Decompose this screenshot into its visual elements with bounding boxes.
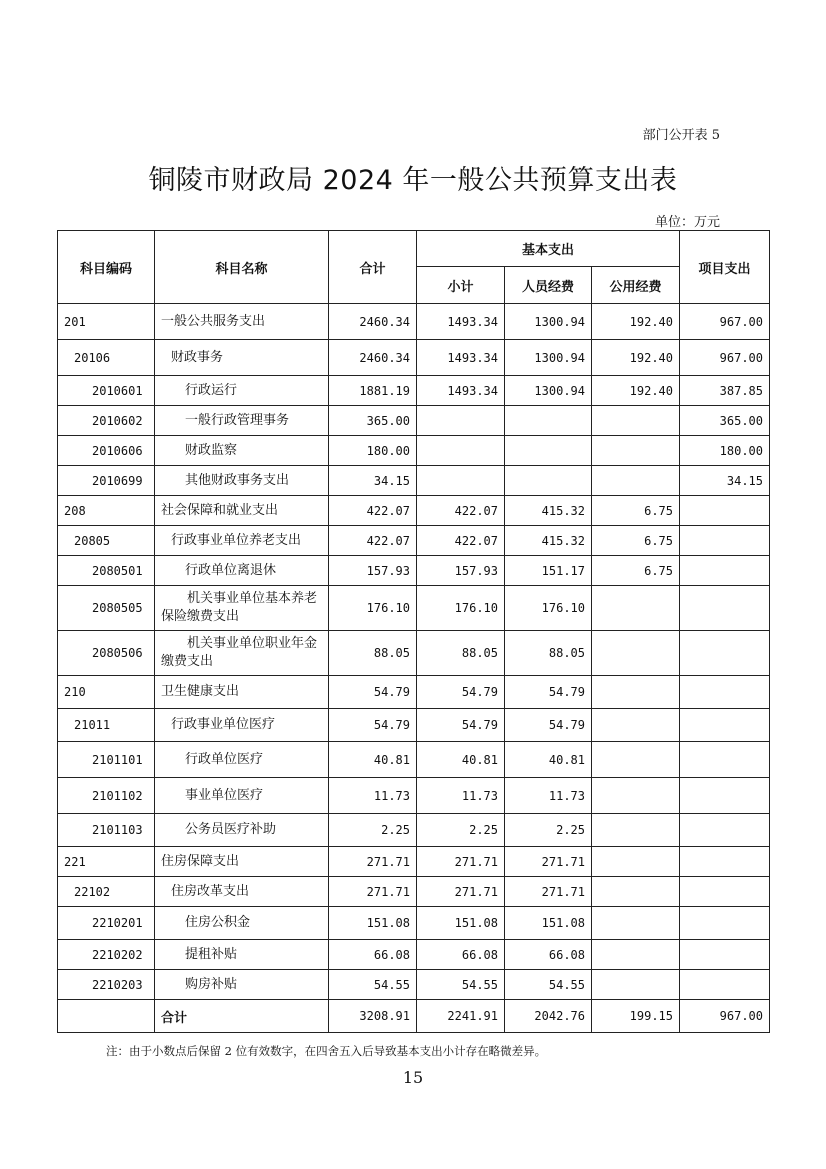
cell-code: 20106 <box>58 340 155 376</box>
cell-project <box>680 814 770 847</box>
cell-total: 54.55 <box>329 970 417 1000</box>
cell-project <box>680 676 770 709</box>
cell-project <box>680 907 770 940</box>
table-row <box>58 709 770 742</box>
total-label: 合计 <box>155 1000 329 1033</box>
table-row <box>58 970 770 1000</box>
cell-total: 271.71 <box>329 877 417 907</box>
cell-public: 192.40 <box>592 376 680 406</box>
cell-name: 行政单位离退休 <box>155 556 329 586</box>
footnote: 注：由于小数点后保留 2 位有效数字，在四舍五入后导致基本支出小计存在略微差异。 <box>106 1044 547 1058</box>
cell-personnel: 54.79 <box>505 709 592 742</box>
cell-code: 2010606 <box>58 436 155 466</box>
cell-code: 2101103 <box>58 814 155 847</box>
cell-code: 20805 <box>58 526 155 556</box>
table-row <box>58 940 770 970</box>
header-code: 科目编码 <box>58 231 155 304</box>
cell-personnel: 40.81 <box>505 742 592 778</box>
cell-personnel: 151.17 <box>505 556 592 586</box>
cell-code: 2210201 <box>58 907 155 940</box>
cell-public <box>592 406 680 436</box>
cell-project: 967.00 <box>680 340 770 376</box>
header-basic: 基本支出 <box>417 231 680 267</box>
cell-subtotal: 88.05 <box>417 631 505 676</box>
table-row <box>58 778 770 814</box>
cell-name: 社会保障和就业支出 <box>155 496 329 526</box>
table-body <box>58 304 770 1033</box>
table-row <box>58 847 770 877</box>
cell-public <box>592 778 680 814</box>
unit-label: 单位：万元 <box>654 215 720 230</box>
cell-personnel: 1300.94 <box>505 376 592 406</box>
cell-public <box>592 742 680 778</box>
cell-name: 行政运行 <box>155 376 329 406</box>
cell-name: 财政事务 <box>155 340 329 376</box>
total-subtotal: 2241.91 <box>417 1000 505 1033</box>
cell-subtotal: 1493.34 <box>417 340 505 376</box>
cell-personnel: 1300.94 <box>505 304 592 340</box>
header-personnel: 人员经费 <box>505 267 592 304</box>
cell-total: 2.25 <box>329 814 417 847</box>
cell-total: 422.07 <box>329 526 417 556</box>
total-project: 967.00 <box>680 1000 770 1033</box>
cell-name: 行政单位医疗 <box>155 742 329 778</box>
table-row <box>58 814 770 847</box>
header-subtotal: 小计 <box>417 267 505 304</box>
cell-subtotal: 271.71 <box>417 847 505 877</box>
cell-project: 34.15 <box>680 466 770 496</box>
cell-project <box>680 742 770 778</box>
cell-personnel: 54.55 <box>505 970 592 1000</box>
cell-name: 其他财政事务支出 <box>155 466 329 496</box>
cell-total: 151.08 <box>329 907 417 940</box>
cell-public <box>592 709 680 742</box>
cell-name: 财政监察 <box>155 436 329 466</box>
cell-subtotal: 54.79 <box>417 709 505 742</box>
table-row <box>58 304 770 340</box>
cell-project <box>680 709 770 742</box>
cell-code: 2210203 <box>58 970 155 1000</box>
cell-total: 11.73 <box>329 778 417 814</box>
cell-subtotal <box>417 436 505 466</box>
cell-project <box>680 496 770 526</box>
cell-subtotal: 2.25 <box>417 814 505 847</box>
cell-public: 6.75 <box>592 556 680 586</box>
cell-public <box>592 970 680 1000</box>
cell-subtotal: 157.93 <box>417 556 505 586</box>
cell-personnel: 415.32 <box>505 496 592 526</box>
table-tag: 部门公开表 5 <box>642 128 720 143</box>
total-personnel: 2042.76 <box>505 1000 592 1033</box>
cell-subtotal: 176.10 <box>417 586 505 631</box>
cell-name: 机关事业单位基本养老保险缴费支出 <box>155 586 329 631</box>
cell-public <box>592 586 680 631</box>
cell-code: 2101102 <box>58 778 155 814</box>
cell-code: 2080501 <box>58 556 155 586</box>
cell-subtotal: 40.81 <box>417 742 505 778</box>
cell-project: 967.00 <box>680 304 770 340</box>
cell-total: 2460.34 <box>329 304 417 340</box>
cell-name: 事业单位医疗 <box>155 778 329 814</box>
cell-total: 34.15 <box>329 466 417 496</box>
cell-code: 2210202 <box>58 940 155 970</box>
header-name: 科目名称 <box>155 231 329 304</box>
cell-project <box>680 778 770 814</box>
cell-total: 1881.19 <box>329 376 417 406</box>
cell-subtotal: 422.07 <box>417 526 505 556</box>
cell-total: 54.79 <box>329 676 417 709</box>
total-row <box>58 1000 770 1033</box>
cell-subtotal: 422.07 <box>417 496 505 526</box>
table-row <box>58 631 770 676</box>
cell-public: 192.40 <box>592 340 680 376</box>
cell-code: 221 <box>58 847 155 877</box>
table-row <box>58 907 770 940</box>
cell-personnel: 415.32 <box>505 526 592 556</box>
cell-personnel: 66.08 <box>505 940 592 970</box>
cell-personnel: 11.73 <box>505 778 592 814</box>
cell-public <box>592 631 680 676</box>
cell-public <box>592 466 680 496</box>
cell-personnel <box>505 466 592 496</box>
cell-total: 54.79 <box>329 709 417 742</box>
cell-public: 6.75 <box>592 526 680 556</box>
cell-total: 2460.34 <box>329 340 417 376</box>
cell-code: 201 <box>58 304 155 340</box>
cell-personnel: 1300.94 <box>505 340 592 376</box>
cell-personnel: 54.79 <box>505 676 592 709</box>
cell-name: 卫生健康支出 <box>155 676 329 709</box>
cell-name: 提租补贴 <box>155 940 329 970</box>
cell-code: 2080506 <box>58 631 155 676</box>
table-row <box>58 556 770 586</box>
cell-code: 2101101 <box>58 742 155 778</box>
cell-subtotal: 66.08 <box>417 940 505 970</box>
cell-public <box>592 676 680 709</box>
table-row <box>58 586 770 631</box>
total-total: 3208.91 <box>329 1000 417 1033</box>
header-project: 项目支出 <box>680 231 770 304</box>
table-row <box>58 376 770 406</box>
cell-public: 192.40 <box>592 304 680 340</box>
cell-code <box>58 1000 155 1033</box>
cell-project <box>680 556 770 586</box>
cell-name: 一般公共服务支出 <box>155 304 329 340</box>
cell-name: 购房补贴 <box>155 970 329 1000</box>
cell-personnel: 88.05 <box>505 631 592 676</box>
table-row <box>58 436 770 466</box>
cell-project <box>680 847 770 877</box>
cell-subtotal: 54.79 <box>417 676 505 709</box>
cell-code: 2010602 <box>58 406 155 436</box>
cell-name: 住房改革支出 <box>155 877 329 907</box>
total-public: 199.15 <box>592 1000 680 1033</box>
cell-total: 176.10 <box>329 586 417 631</box>
cell-name: 机关事业单位职业年金缴费支出 <box>155 631 329 676</box>
cell-code: 2010699 <box>58 466 155 496</box>
cell-subtotal <box>417 466 505 496</box>
table-row <box>58 676 770 709</box>
budget-table <box>57 230 770 1033</box>
cell-name: 一般行政管理事务 <box>155 406 329 436</box>
cell-code: 2080505 <box>58 586 155 631</box>
table-row <box>58 340 770 376</box>
table-row <box>58 466 770 496</box>
cell-subtotal: 151.08 <box>417 907 505 940</box>
table-row <box>58 496 770 526</box>
cell-personnel: 176.10 <box>505 586 592 631</box>
cell-subtotal <box>417 406 505 436</box>
cell-subtotal: 1493.34 <box>417 304 505 340</box>
cell-total: 40.81 <box>329 742 417 778</box>
cell-code: 208 <box>58 496 155 526</box>
cell-subtotal: 271.71 <box>417 877 505 907</box>
cell-name: 住房保障支出 <box>155 847 329 877</box>
cell-code: 21011 <box>58 709 155 742</box>
cell-public <box>592 877 680 907</box>
cell-subtotal: 1493.34 <box>417 376 505 406</box>
cell-name: 住房公积金 <box>155 907 329 940</box>
cell-code: 2010601 <box>58 376 155 406</box>
cell-subtotal: 11.73 <box>417 778 505 814</box>
cell-project: 387.85 <box>680 376 770 406</box>
cell-personnel: 271.71 <box>505 877 592 907</box>
cell-total: 66.08 <box>329 940 417 970</box>
table-row <box>58 526 770 556</box>
cell-project <box>680 631 770 676</box>
cell-project <box>680 526 770 556</box>
cell-total: 365.00 <box>329 406 417 436</box>
cell-name: 公务员医疗补助 <box>155 814 329 847</box>
cell-public: 6.75 <box>592 496 680 526</box>
cell-public <box>592 814 680 847</box>
table-row <box>58 742 770 778</box>
cell-total: 157.93 <box>329 556 417 586</box>
cell-name: 行政事业单位医疗 <box>155 709 329 742</box>
page-number: 15 <box>402 1068 424 1087</box>
table-row <box>58 877 770 907</box>
cell-personnel: 271.71 <box>505 847 592 877</box>
page-title: 铜陵市财政局 2024 年一般公共预算支出表 <box>148 165 678 196</box>
cell-subtotal: 54.55 <box>417 970 505 1000</box>
header-total: 合计 <box>329 231 417 304</box>
cell-public <box>592 436 680 466</box>
cell-public <box>592 940 680 970</box>
cell-project <box>680 877 770 907</box>
cell-name: 行政事业单位养老支出 <box>155 526 329 556</box>
cell-project: 180.00 <box>680 436 770 466</box>
cell-total: 271.71 <box>329 847 417 877</box>
cell-public <box>592 907 680 940</box>
cell-personnel: 151.08 <box>505 907 592 940</box>
cell-personnel <box>505 406 592 436</box>
cell-project <box>680 940 770 970</box>
cell-code: 22102 <box>58 877 155 907</box>
cell-total: 422.07 <box>329 496 417 526</box>
cell-personnel <box>505 436 592 466</box>
header-public: 公用经费 <box>592 267 680 304</box>
cell-personnel: 2.25 <box>505 814 592 847</box>
cell-project: 365.00 <box>680 406 770 436</box>
cell-project <box>680 586 770 631</box>
cell-project <box>680 970 770 1000</box>
cell-total: 180.00 <box>329 436 417 466</box>
cell-total: 88.05 <box>329 631 417 676</box>
cell-public <box>592 847 680 877</box>
cell-code: 210 <box>58 676 155 709</box>
table-row <box>58 406 770 436</box>
